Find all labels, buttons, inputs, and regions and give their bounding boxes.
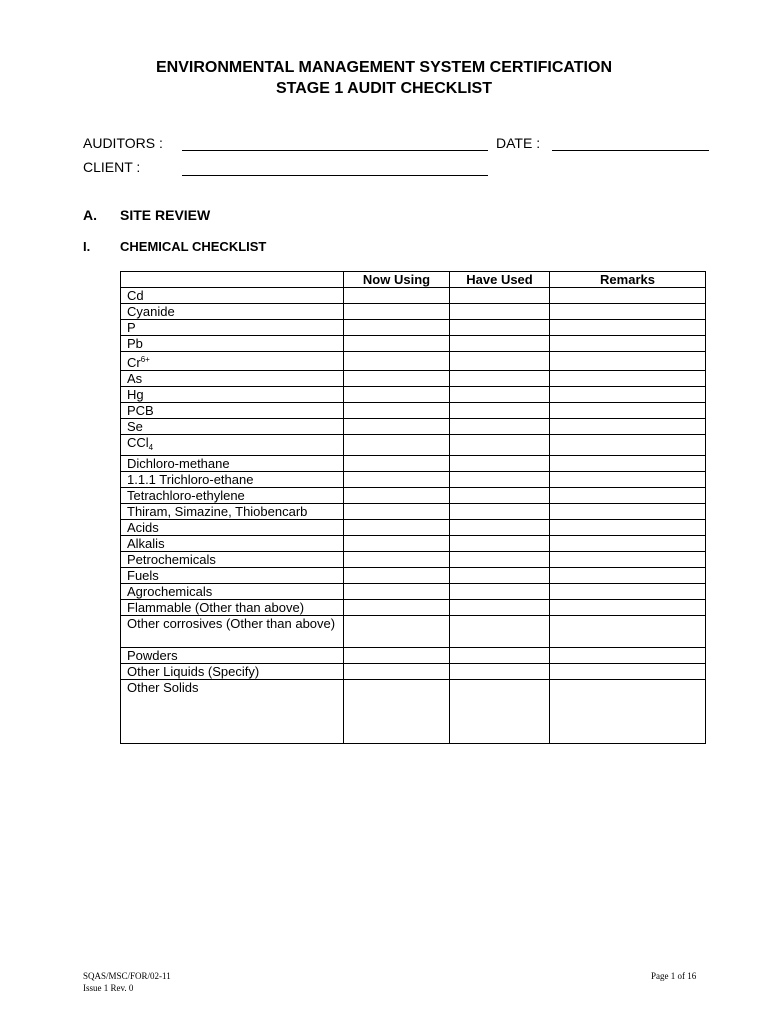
have-used-cell[interactable] bbox=[450, 352, 550, 371]
substance-cell: 1.1.1 Trichloro-ethane bbox=[121, 472, 344, 488]
now-using-cell[interactable] bbox=[344, 680, 450, 744]
now-using-cell[interactable] bbox=[344, 288, 450, 304]
remarks-cell[interactable] bbox=[550, 552, 706, 568]
remarks-cell[interactable] bbox=[550, 616, 706, 648]
remarks-cell[interactable] bbox=[550, 504, 706, 520]
remarks-cell[interactable] bbox=[550, 304, 706, 320]
have-used-cell[interactable] bbox=[450, 456, 550, 472]
now-using-cell[interactable] bbox=[344, 520, 450, 536]
now-using-cell[interactable] bbox=[344, 456, 450, 472]
substance-cell: Se bbox=[121, 419, 344, 435]
table-row bbox=[121, 616, 706, 648]
now-using-cell[interactable] bbox=[344, 320, 450, 336]
table-row bbox=[121, 288, 706, 304]
have-used-cell[interactable] bbox=[450, 435, 550, 456]
remarks-cell[interactable] bbox=[550, 648, 706, 664]
issue-revision: Issue 1 Rev. 0 bbox=[83, 983, 134, 993]
have-used-cell[interactable] bbox=[450, 680, 550, 744]
have-used-cell[interactable] bbox=[450, 568, 550, 584]
document-code: SQAS/MSC/FOR/02-11 bbox=[83, 971, 171, 981]
substance-name: Cr bbox=[127, 355, 141, 370]
table-row bbox=[121, 600, 706, 616]
substance-cell: Other Solids bbox=[121, 680, 344, 744]
subsection-title: CHEMICAL CHECKLIST bbox=[120, 239, 267, 254]
table-row bbox=[121, 488, 706, 504]
have-used-cell[interactable] bbox=[450, 419, 550, 435]
substance-cell: Cyanide bbox=[121, 304, 344, 320]
have-used-cell[interactable] bbox=[450, 387, 550, 403]
substance-cell: Other corrosives (Other than above) bbox=[121, 616, 344, 648]
table-row bbox=[121, 352, 706, 371]
now-using-cell[interactable] bbox=[344, 336, 450, 352]
now-using-cell[interactable] bbox=[344, 488, 450, 504]
column-header-substance bbox=[121, 272, 344, 288]
now-using-cell[interactable] bbox=[344, 616, 450, 648]
substance-name: CCl bbox=[127, 435, 149, 450]
table-row bbox=[121, 680, 706, 744]
column-header-have-used: Have Used bbox=[450, 272, 550, 288]
now-using-cell[interactable] bbox=[344, 664, 450, 680]
now-using-cell[interactable] bbox=[344, 371, 450, 387]
table-row bbox=[121, 568, 706, 584]
substance-cell: P bbox=[121, 320, 344, 336]
table-header-row bbox=[121, 272, 706, 288]
date-label: DATE : bbox=[496, 135, 541, 151]
now-using-cell[interactable] bbox=[344, 568, 450, 584]
substance-cell: Agrochemicals bbox=[121, 584, 344, 600]
have-used-cell[interactable] bbox=[450, 371, 550, 387]
now-using-cell[interactable] bbox=[344, 419, 450, 435]
section-letter: A. bbox=[83, 207, 97, 223]
have-used-cell[interactable] bbox=[450, 536, 550, 552]
remarks-cell[interactable] bbox=[550, 664, 706, 680]
remarks-cell[interactable] bbox=[550, 288, 706, 304]
substance-cell: Dichloro-methane bbox=[121, 456, 344, 472]
have-used-cell[interactable] bbox=[450, 403, 550, 419]
remarks-cell[interactable] bbox=[550, 456, 706, 472]
substance-cell: Acids bbox=[121, 520, 344, 536]
subscript: 4 bbox=[148, 443, 154, 452]
now-using-cell[interactable] bbox=[344, 304, 450, 320]
have-used-cell[interactable] bbox=[450, 584, 550, 600]
table-row bbox=[121, 456, 706, 472]
table-row bbox=[121, 664, 706, 680]
now-using-cell[interactable] bbox=[344, 472, 450, 488]
have-used-cell[interactable] bbox=[450, 664, 550, 680]
column-header-remarks: Remarks bbox=[550, 272, 706, 288]
now-using-cell[interactable] bbox=[344, 403, 450, 419]
now-using-cell[interactable] bbox=[344, 600, 450, 616]
table-row bbox=[121, 472, 706, 488]
table-row bbox=[121, 648, 706, 664]
now-using-cell[interactable] bbox=[344, 648, 450, 664]
remarks-cell[interactable] bbox=[550, 336, 706, 352]
have-used-cell[interactable] bbox=[450, 472, 550, 488]
page-number: Page 1 of 16 bbox=[651, 971, 697, 981]
table-row bbox=[121, 304, 706, 320]
have-used-cell[interactable] bbox=[450, 304, 550, 320]
have-used-cell[interactable] bbox=[450, 648, 550, 664]
remarks-cell[interactable] bbox=[550, 435, 706, 456]
auditors-field[interactable] bbox=[182, 150, 488, 151]
now-using-cell[interactable] bbox=[344, 584, 450, 600]
remarks-cell[interactable] bbox=[550, 387, 706, 403]
table-row bbox=[121, 552, 706, 568]
date-field[interactable] bbox=[552, 150, 709, 151]
remarks-cell[interactable] bbox=[550, 352, 706, 371]
chemical-checklist-table bbox=[120, 271, 706, 744]
table-row bbox=[121, 520, 706, 536]
remarks-cell[interactable] bbox=[550, 472, 706, 488]
remarks-cell[interactable] bbox=[550, 600, 706, 616]
substance-cell: Other Liquids (Specify) bbox=[121, 664, 344, 680]
substance-cell: Fuels bbox=[121, 568, 344, 584]
client-field[interactable] bbox=[182, 175, 488, 176]
substance-cell: Thiram, Simazine, Thiobencarb bbox=[121, 504, 344, 520]
table-row bbox=[121, 371, 706, 387]
substance-cell bbox=[121, 352, 344, 371]
now-using-cell[interactable] bbox=[344, 504, 450, 520]
substance-cell: PCB bbox=[121, 403, 344, 419]
substance-cell: Petrochemicals bbox=[121, 552, 344, 568]
subsection-number: I. bbox=[83, 239, 91, 254]
have-used-cell[interactable] bbox=[450, 288, 550, 304]
table-row bbox=[121, 387, 706, 403]
table-row bbox=[121, 320, 706, 336]
substance-cell: As bbox=[121, 371, 344, 387]
remarks-cell[interactable] bbox=[550, 320, 706, 336]
substance-cell: Powders bbox=[121, 648, 344, 664]
substance-cell: Cd bbox=[121, 288, 344, 304]
section-title: SITE REVIEW bbox=[120, 207, 211, 223]
now-using-cell[interactable] bbox=[344, 387, 450, 403]
remarks-cell[interactable] bbox=[550, 584, 706, 600]
now-using-cell[interactable] bbox=[344, 435, 450, 456]
superscript: 6+ bbox=[140, 355, 150, 364]
table-row bbox=[121, 504, 706, 520]
substance-cell: Flammable (Other than above) bbox=[121, 600, 344, 616]
table-row bbox=[121, 536, 706, 552]
have-used-cell[interactable] bbox=[450, 488, 550, 504]
table-row bbox=[121, 584, 706, 600]
substance-cell: Pb bbox=[121, 336, 344, 352]
substance-cell bbox=[121, 435, 344, 456]
have-used-cell[interactable] bbox=[450, 616, 550, 648]
client-label: CLIENT : bbox=[83, 159, 141, 175]
substance-cell: Tetrachloro-ethylene bbox=[121, 488, 344, 504]
have-used-cell[interactable] bbox=[450, 520, 550, 536]
now-using-cell[interactable] bbox=[344, 352, 450, 371]
have-used-cell[interactable] bbox=[450, 504, 550, 520]
column-header-now-using: Now Using bbox=[344, 272, 450, 288]
substance-cell: Alkalis bbox=[121, 536, 344, 552]
table-row bbox=[121, 419, 706, 435]
remarks-cell[interactable] bbox=[550, 488, 706, 504]
document-subtitle: STAGE 1 AUDIT CHECKLIST bbox=[275, 80, 492, 97]
have-used-cell[interactable] bbox=[450, 320, 550, 336]
remarks-cell[interactable] bbox=[550, 419, 706, 435]
remarks-cell[interactable] bbox=[550, 403, 706, 419]
remarks-cell[interactable] bbox=[550, 371, 706, 387]
remarks-cell[interactable] bbox=[550, 680, 706, 744]
have-used-cell[interactable] bbox=[450, 336, 550, 352]
auditors-label: AUDITORS : bbox=[83, 135, 163, 151]
remarks-cell[interactable] bbox=[550, 520, 706, 536]
have-used-cell[interactable] bbox=[450, 600, 550, 616]
have-used-cell[interactable] bbox=[450, 552, 550, 568]
now-using-cell[interactable] bbox=[344, 536, 450, 552]
now-using-cell[interactable] bbox=[344, 552, 450, 568]
document-title: ENVIRONMENTAL MANAGEMENT SYSTEM CERTIFICATION bbox=[156, 59, 612, 76]
remarks-cell[interactable] bbox=[550, 568, 706, 584]
substance-cell: Hg bbox=[121, 387, 344, 403]
table-row bbox=[121, 435, 706, 456]
remarks-cell[interactable] bbox=[550, 536, 706, 552]
table-row bbox=[121, 403, 706, 419]
table-row bbox=[121, 336, 706, 352]
